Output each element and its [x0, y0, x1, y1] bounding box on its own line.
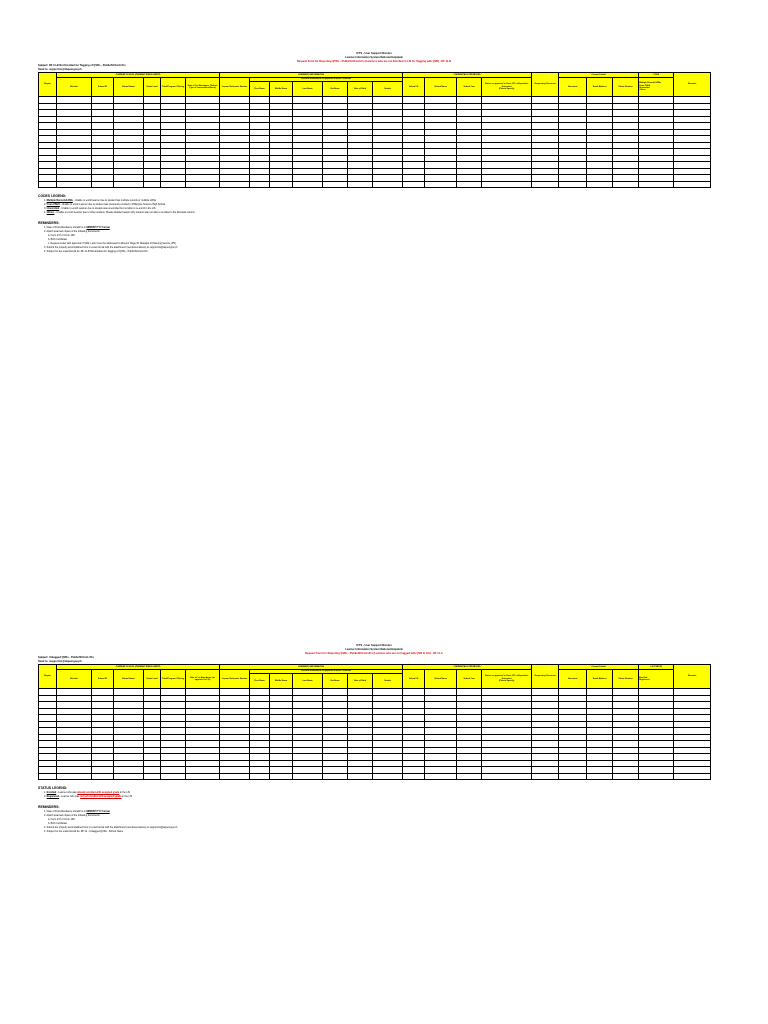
- col-ext-name: Ext Name: [323, 674, 348, 689]
- table-cell[interactable]: [425, 773, 457, 780]
- reminder-item: 1. Date of First Attendance should be in MM/DD/YYYY format: [44, 226, 110, 229]
- subject-line: Subject: Untagged QVRs - Public/SUCs/LUCs: [38, 656, 94, 659]
- reminder-item: 2. Attach scanned copies of the following documents:: [44, 230, 101, 233]
- legend-title: CODES LEGEND:: [38, 194, 67, 198]
- col-dob: Date of Birth: [348, 82, 373, 97]
- col-requesting: Requesting Personnel: [532, 73, 559, 97]
- col-status-form: [482, 670, 532, 689]
- reminder-item: 2. Attach scanned copies of the following documents:: [44, 814, 101, 817]
- table-cell[interactable]: [186, 773, 220, 780]
- table-cell[interactable]: [373, 181, 403, 188]
- request-table: [38, 664, 711, 780]
- table-cell[interactable]: [348, 181, 373, 188]
- status-form-label: Status as appeared in Form 137 or Equivalent Document: [485, 675, 529, 680]
- legend-item: 1. Multiple Records/LRNs - Unable to enroll learner due to student has multiple records or multiple LRNs: [44, 199, 157, 202]
- col-grade-level: Grade Level: [144, 670, 161, 689]
- group-credentials: CREDENTIALS PRESENTED: [403, 665, 532, 670]
- reminders-title: REMINDERS:: [38, 221, 60, 225]
- col-first-name: First Name: [250, 82, 270, 97]
- table-cell[interactable]: [348, 773, 373, 780]
- col-date-attendance: Date of 1st Attendance (as appeared in LIS): [186, 670, 220, 689]
- reminder-item: b. Birth Certificate: [48, 822, 67, 825]
- table-cell[interactable]: [161, 181, 186, 188]
- table-row: [39, 773, 711, 780]
- group-learner-info: LEARNER'S INFORMATION: [220, 665, 403, 670]
- col-school-year: School Year: [457, 670, 482, 689]
- reminders: [38, 221, 710, 254]
- table-cell[interactable]: [532, 181, 559, 188]
- table-cell[interactable]: [587, 181, 613, 188]
- table-cell[interactable]: [639, 773, 674, 780]
- col-cred-school-id: School ID: [403, 670, 425, 689]
- org-title: ICTS - User Support Division: [356, 52, 392, 55]
- legend-item: 2. From PSHS - Unable to enroll Learner due to student was previously enrolled in Philippine Science High School: [44, 203, 166, 206]
- legend-item: 4. Others - Unable to enroll Learner due to other reasons. Please detailed reason why student was not able to enrolled in the Remarks column.: [44, 211, 196, 214]
- col-date-attendance: Date of 1st Attendance (School Type of Learner/Enrollment): [186, 78, 220, 97]
- status-form-label: Status as appeared in Form 137 or Equivalent Document: [485, 83, 529, 88]
- helpdesk-title: Learner Information System National Helpdesk: [345, 56, 403, 59]
- col-last-name: Last Name: [293, 82, 323, 97]
- group-lis-status: LIS STATUS: [639, 665, 674, 670]
- request-table: [38, 72, 711, 188]
- code-option: Multiple Records/LRNs: [639, 82, 662, 85]
- col-code-options: [639, 78, 674, 97]
- table-body: [39, 689, 711, 780]
- col-grade-level: Grade Level: [144, 78, 161, 97]
- please-specify-label: (Please Specify): [499, 88, 515, 91]
- reminder-item: a. Form 137 or Form 138: [48, 818, 75, 821]
- reminder-item: c. Request Letter with approval of SDS. Letter must be addressed to Director Roger B. Masapol of Planning Service (PS): [48, 242, 176, 245]
- table-body: [39, 97, 711, 188]
- col-cred-school-name: School Name: [425, 670, 457, 689]
- col-gender: Gender: [373, 82, 403, 97]
- code-option: Unenrolled: [639, 87, 650, 89]
- reminders-title: REMINDERS:: [38, 805, 60, 809]
- table-cell[interactable]: [144, 181, 161, 188]
- reminder-item: 4. Subject for the email should be: RF 11 - Untagged QVRs - School Name: [44, 830, 124, 833]
- table-cell[interactable]: [674, 181, 711, 188]
- group-credentials: CREDENTIALS PRESENTED: [403, 73, 532, 78]
- col-username: Username: [559, 78, 587, 97]
- table-cell[interactable]: [425, 181, 457, 188]
- col-school-name: School Name: [114, 670, 144, 689]
- table-cell[interactable]: [457, 773, 482, 780]
- col-email: Email Address: [587, 670, 613, 689]
- table-cell[interactable]: [373, 773, 403, 780]
- reminder-item: 4. Subject for the email should be: RF 11-B Not Enrolled for Tagging of QVRs - Public/SUCs/LUCs: [44, 250, 148, 253]
- form-title: Request Form for Reporting QVRs - Public/SUCs/LUCs (Learners who are not tagged with QVR in LIS) - RF 11-A: [305, 652, 443, 655]
- legend-title: STATUS LEGEND:: [38, 786, 68, 790]
- send-to-line: Send to: support.lis@deped.gov.ph: [38, 68, 82, 71]
- group-contact: Contact Details: [559, 73, 639, 78]
- table-cell[interactable]: [57, 773, 92, 780]
- col-remarks: Remarks: [674, 665, 711, 689]
- table-cell[interactable]: [674, 773, 711, 780]
- col-ext-name: Ext Name: [323, 82, 348, 97]
- table-cell[interactable]: [186, 181, 220, 188]
- col-phone: Phone Number: [613, 78, 639, 97]
- reminders: [38, 805, 710, 834]
- group-birth-cert: Personal Information as appeared in Birth Certificate: [250, 670, 403, 674]
- col-school-id: School ID: [92, 670, 114, 689]
- form-rf11b: [38, 52, 710, 254]
- group-code: CODE: [639, 73, 674, 78]
- table-cell[interactable]: [39, 181, 57, 188]
- col-region: Region: [39, 665, 57, 689]
- col-email: Email Address: [587, 78, 613, 97]
- table-cell[interactable]: [270, 181, 293, 188]
- col-school-year: School Year: [457, 78, 482, 97]
- codes-legend: [38, 194, 710, 215]
- col-dob: Date of Birth: [348, 674, 373, 689]
- table-cell[interactable]: [457, 181, 482, 188]
- table-cell[interactable]: [92, 773, 114, 780]
- table-cell[interactable]: [639, 181, 674, 188]
- table-cell[interactable]: [532, 773, 559, 780]
- table-cell[interactable]: [39, 773, 57, 780]
- form-title: Request Form for Reporting QVRs - Public/SUCs/LUCs (Learners who are not Enrolled in LIS for Tagging with QVR) - RF 11-B: [296, 60, 452, 63]
- reminder-item: 3. Submit the properly accomplished form in excel format with the attachment (mentioned above) to support.lis@deped.gov.ph: [44, 246, 178, 249]
- table-cell[interactable]: [323, 181, 348, 188]
- col-track: Track/Program Offering: [161, 670, 186, 689]
- table-cell[interactable]: [250, 773, 270, 780]
- group-birth-cert: Personal Information as appeared in Birth Certificate: [250, 78, 403, 82]
- table-cell[interactable]: [270, 773, 293, 780]
- send-to-line: Send to: support.lis@deped.gov.ph: [38, 660, 82, 663]
- org-title: ICTS - User Support Division: [356, 644, 392, 647]
- table-cell[interactable]: [114, 773, 144, 780]
- col-middle-name: Middle Name: [270, 82, 293, 97]
- table-cell[interactable]: [250, 181, 270, 188]
- table-cell[interactable]: [220, 773, 250, 780]
- legend-item: 2. Registered - Learner who was not yet enrolled with assigned grade in the LIS: [44, 795, 133, 798]
- group-contact: Contact Details: [559, 665, 639, 670]
- col-last-name: Last Name: [293, 674, 323, 689]
- table-cell[interactable]: [57, 181, 92, 188]
- table-cell[interactable]: [323, 773, 348, 780]
- col-division: Division: [57, 670, 92, 689]
- status-option: Enrolled: [639, 676, 648, 679]
- table-row: [39, 181, 711, 188]
- col-status-form: [482, 78, 532, 97]
- group-current-school: CURRENT SCHOOL (PRESENT ENROLLMENT): [57, 665, 220, 670]
- table-cell[interactable]: [144, 773, 161, 780]
- subject-line: Subject: RF 11-B Not Enrolled for Tagging of QVRs - Public/SUCs/LUCs: [38, 64, 126, 67]
- table-cell[interactable]: [559, 773, 587, 780]
- col-region: Region: [39, 73, 57, 97]
- col-username: Username: [559, 670, 587, 689]
- table-cell[interactable]: [613, 181, 639, 188]
- table-cell[interactable]: [293, 181, 323, 188]
- table-cell[interactable]: [559, 181, 587, 188]
- col-cred-school-name: School Name: [425, 78, 457, 97]
- code-option: Others: [639, 89, 646, 92]
- col-phone: Phone Number: [613, 670, 639, 689]
- group-learner-info: LEARNER'S INFORMATION: [220, 73, 403, 78]
- table-cell[interactable]: [92, 181, 114, 188]
- col-track: Track/Program Offering: [161, 78, 186, 97]
- reminder-item: 3. Submit the properly accomplished form in excel format with the attachment (mentioned above) to support.lis@deped.gov.ph: [44, 826, 178, 829]
- col-gender: Gender: [373, 674, 403, 689]
- col-first-name: First Name: [250, 674, 270, 689]
- col-division: Division: [57, 78, 92, 97]
- table-cell[interactable]: [293, 773, 323, 780]
- col-school-name: School Name: [114, 78, 144, 97]
- col-school-id: School ID: [92, 78, 114, 97]
- col-lrn: Learner Reference Number: [220, 78, 250, 97]
- table-cell[interactable]: [482, 773, 532, 780]
- table-cell[interactable]: [161, 773, 186, 780]
- please-specify-label: (Please Specify): [499, 680, 515, 683]
- status-option: Registered: [639, 679, 650, 681]
- table-cell[interactable]: [220, 181, 250, 188]
- table-cell[interactable]: [613, 773, 639, 780]
- status-legend: [38, 786, 710, 799]
- form-rf11a: [38, 644, 710, 834]
- helpdesk-title: Learner Information System National Helpdesk: [345, 648, 403, 651]
- col-status-options: [639, 670, 674, 689]
- table-cell[interactable]: [114, 181, 144, 188]
- col-cred-school-id: School ID: [403, 78, 425, 97]
- reminder-item: b. Birth Certificate: [48, 238, 67, 241]
- reminder-item: a. Form 137 or Form 138: [48, 234, 75, 237]
- group-current-school: CURRENT SCHOOL (PRESENT ENROLLMENT): [57, 73, 220, 78]
- table-cell[interactable]: [587, 773, 613, 780]
- legend-item: 3. Unenrolled - Unable to enroll Learner due to student was unenrolled but not able to re-enroll in the LIS: [44, 207, 156, 210]
- legend-item: 1. Enrolled - Learner who was already enrolled with assigned grade in the LIS: [44, 791, 130, 794]
- table-cell[interactable]: [482, 181, 532, 188]
- table-cell[interactable]: [403, 181, 425, 188]
- code-option: From PSHS: [639, 84, 651, 87]
- table-cell[interactable]: [403, 773, 425, 780]
- col-remarks: Remarks: [674, 73, 711, 97]
- col-middle-name: Middle Name: [270, 674, 293, 689]
- col-requesting: Requesting Personnel: [532, 665, 559, 689]
- col-lrn: Learner Reference Number: [220, 670, 250, 689]
- reminder-item: 1. Date of First Attendance should be in MM/DD/YYYY format: [44, 810, 110, 813]
